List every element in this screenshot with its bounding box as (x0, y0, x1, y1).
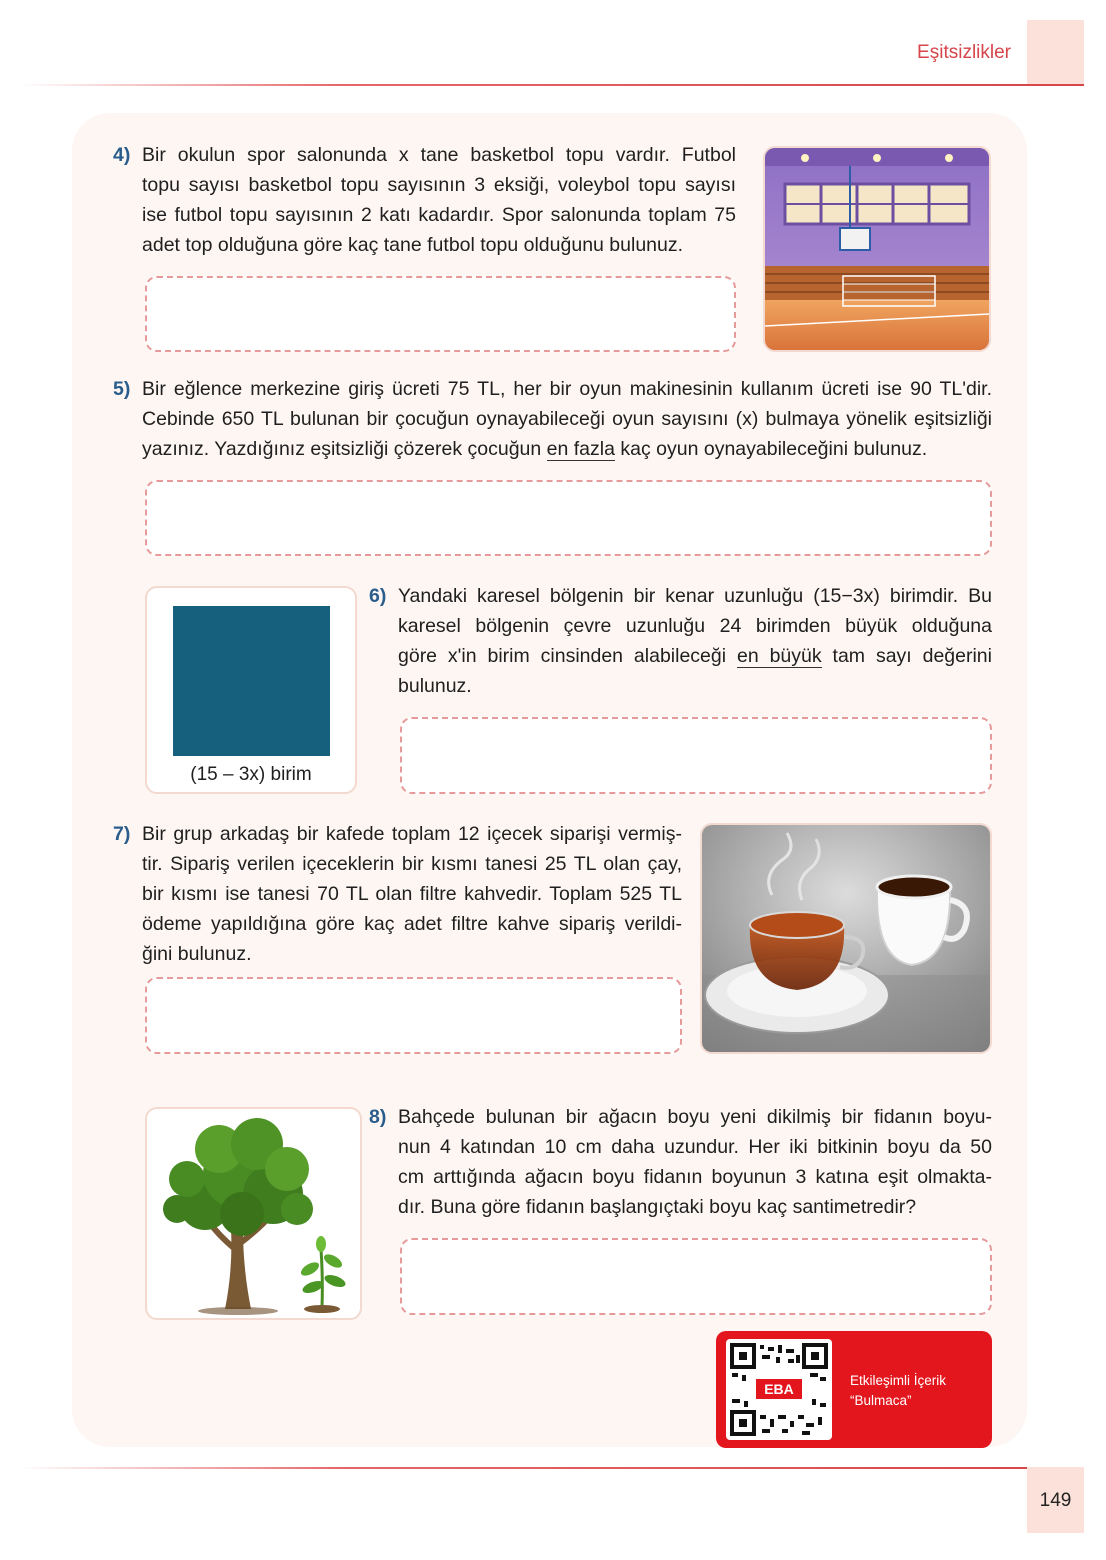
square-side-label: (15 – 3x) birim (190, 764, 312, 785)
question-4-number: 4) (113, 144, 131, 166)
qr-caption-line: “Bulmaca” (850, 1393, 912, 1408)
question-8-line: nun 4 katından 10 cm daha uzundur. Her iki bitkinin boyu da 50 (398, 1136, 992, 1158)
question-5-line-part: kaç oyun oynayabileceğini bulunuz. (614, 438, 928, 460)
gym-illustration (765, 148, 989, 350)
question-6-answer-box[interactable] (400, 717, 992, 794)
header-divider (20, 84, 1084, 86)
question-4-answer-box[interactable] (145, 276, 736, 352)
interactive-content-badge[interactable] (716, 1331, 992, 1448)
square-card (145, 586, 357, 794)
question-6-line: bulunuz. (398, 675, 472, 697)
qr-caption (850, 1371, 946, 1411)
question-4-line: topu sayısı basketbol topu sayısının 3 eksiği, voleybol topu sayısı (142, 174, 736, 196)
question-7-line: Bir grup arkadaş bir kafede toplam 12 içecek siparişi vermiş- (142, 823, 682, 845)
question-6-line-part: göre x'in birim cinsinden alabileceği (398, 645, 737, 667)
tree-sapling-card (145, 1107, 362, 1320)
question-8-answer-box[interactable] (400, 1238, 992, 1315)
question-5-line: Bir eğlence merkezine giriş ücreti 75 TL, her bir oyun makinesinin kullanım ücreti ise 90 TL'dir. (142, 378, 992, 400)
question-5-text (142, 374, 992, 464)
question-7-number: 7) (113, 823, 131, 845)
gym-image (763, 146, 991, 352)
qr-caption-line: Etkileşimli İçerik (850, 1373, 947, 1388)
qr-code[interactable] (726, 1339, 832, 1440)
question-8-number: 8) (369, 1106, 387, 1128)
header-tab (1027, 20, 1084, 84)
question-4-line: adet top olduğuna göre kaç tane futbol topu olduğunu bulunuz. (142, 234, 684, 256)
question-7-answer-box[interactable] (145, 977, 682, 1054)
question-4-line: ise futbol topu sayısının 2 katı kadardır. Spor salonunda toplam 75 (142, 204, 736, 226)
question-4-text (142, 140, 736, 260)
eba-logo: EBA (764, 1381, 794, 1397)
question-8-line: cm arttığında ağacın boyu fidanın boyunun 3 katına eşit olmakta- (398, 1166, 992, 1188)
question-8-text (398, 1102, 992, 1222)
question-6-text (398, 581, 992, 701)
question-8-line: dır. Buna göre fidanın başlangıçtaki boyu kaç santimetredir? (398, 1196, 917, 1218)
emphasis-underline: en fazla (546, 438, 615, 460)
question-8-line: Bahçede bulunan bir ağacın boyu yeni dikilmiş bir fidanın boyu- (398, 1106, 992, 1128)
question-7-line: bir kısmı ise tanesi 70 TL olan filtre kahvedir. Toplam 525 TL (142, 883, 682, 905)
footer-divider (20, 1467, 1084, 1469)
question-5-line: Cebinde 650 TL bulunan bir çocuğun oynayabileceği oyun sayısını (x) bulmaya yönelik eşitsizliği (142, 408, 992, 430)
chapter-title: Eşitsizlikler (917, 42, 1011, 63)
question-4-line: Bir okulun spor salonunda x tane basketbol topu vardır. Futbol (142, 144, 736, 166)
question-6-line: Yandaki karesel bölgenin bir kenar uzunluğu (15−3x) birimdir. Bu (398, 585, 992, 607)
question-5-line-part: yazınız. Yazdığınız eşitsizliği çözerek çocuğun (142, 438, 547, 460)
emphasis-underline: en büyük (736, 645, 822, 667)
question-6-line-part: tam sayı değerini (821, 645, 992, 667)
question-7-line: tir. Sipariş verilen içeceklerin bir kısmı tanesi 25 TL olan çay, (142, 853, 682, 875)
question-7-line: ğini bulunuz. (142, 943, 252, 965)
question-6-line: karesel bölgenin çevre uzunluğu 24 birimden büyük olduğuna (398, 615, 992, 637)
question-7-line: ödeme yapıldığına göre kaç adet filtre kahve sipariş verildi- (142, 913, 682, 935)
square-region (173, 606, 330, 756)
question-6-line (398, 641, 992, 671)
question-5-line (142, 434, 992, 464)
tea-coffee-illustration (702, 825, 990, 1052)
question-5-number: 5) (113, 378, 131, 400)
question-7-text (142, 819, 682, 969)
tea-coffee-image (700, 823, 992, 1054)
question-6-number: 6) (369, 585, 387, 607)
page-number: 149 (1039, 1490, 1072, 1511)
tree-sapling-illustration (147, 1109, 360, 1318)
question-5-answer-box[interactable] (145, 480, 992, 556)
